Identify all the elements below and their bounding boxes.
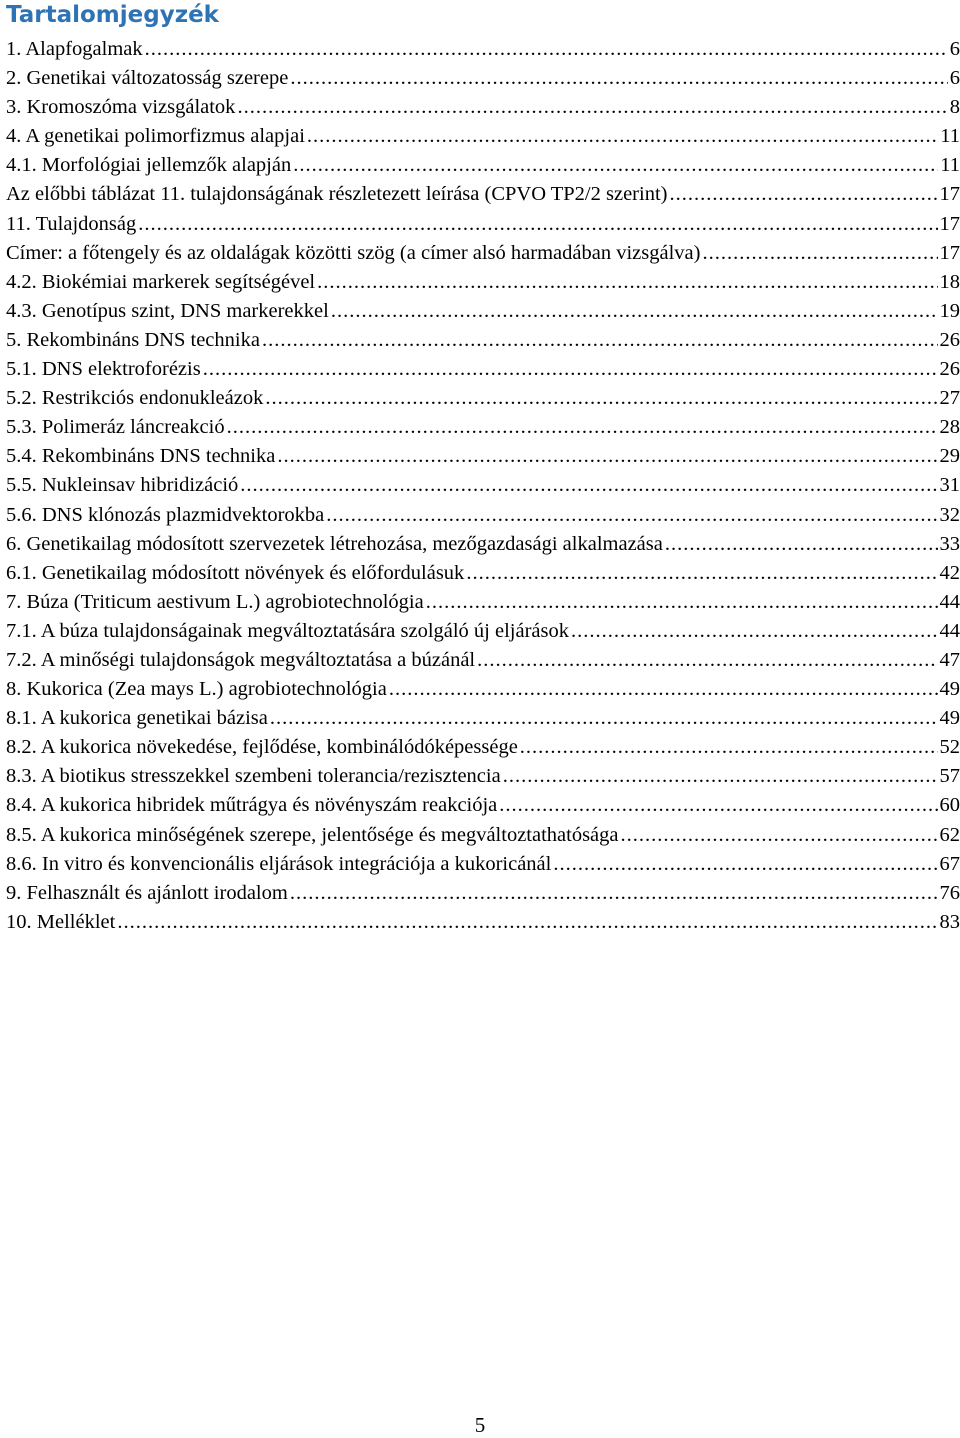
toc-entry-page: 8 xyxy=(949,96,960,119)
toc-entry[interactable] xyxy=(6,678,960,707)
toc-entry-label: 6. Genetikailag módosított szervezetek létrehozása, mezőgazdasági alkalmazása xyxy=(6,532,663,555)
toc-entry-page: 31 xyxy=(939,474,960,497)
dot-leader xyxy=(270,707,938,730)
toc-entry-label: 7. Búza (Triticum aestivum L.) agrobiotechnológia xyxy=(6,590,424,613)
toc-entry-label: 5.2. Restrikciós endonukleázok xyxy=(6,387,264,410)
toc-entry-page: 83 xyxy=(939,910,960,933)
toc-entry-label: 5. Rekombináns DNS technika xyxy=(6,328,260,351)
toc-entry[interactable] xyxy=(6,707,960,736)
toc-entry[interactable] xyxy=(6,213,960,242)
toc-entry-label: 4.1. Morfológiai jellemzők alapján xyxy=(6,154,292,177)
toc-entry-page: 17 xyxy=(939,183,960,206)
toc-entry-label: 8.5. A kukorica minőségének szerepe, jelentősége és megváltoztathatósága xyxy=(6,823,619,846)
dot-leader xyxy=(277,445,937,468)
toc-entry-label: Az előbbi táblázat 11. tulajdonságának részletezett leírása (CPVO TP2/2 szerint) xyxy=(6,183,668,206)
toc-entry-label: 5.5. Nukleinsav hibridizáció xyxy=(6,474,239,497)
dot-leader xyxy=(203,358,938,381)
dot-leader xyxy=(499,794,937,817)
dot-leader xyxy=(665,533,938,556)
toc-entry-page: 26 xyxy=(939,358,960,381)
dot-leader xyxy=(145,38,948,61)
toc-entry[interactable] xyxy=(6,154,960,183)
toc-entry-label: 8.3. A biotikus stresszekkel szembeni tolerancia/rezisztencia xyxy=(6,765,501,788)
toc-entry-page: 33 xyxy=(939,532,960,555)
dot-leader xyxy=(621,824,938,847)
toc-entry-page: 26 xyxy=(939,328,960,351)
toc-entry-page: 29 xyxy=(939,445,960,468)
toc-entry-page: 49 xyxy=(939,678,960,701)
dot-leader xyxy=(237,96,947,119)
toc-entry[interactable] xyxy=(6,562,960,591)
dot-leader xyxy=(227,416,938,439)
toc-entry-label: 8.1. A kukorica genetikai bázisa xyxy=(6,707,268,730)
toc-entry[interactable] xyxy=(6,620,960,649)
dot-leader xyxy=(265,387,937,410)
toc-entry-page: 19 xyxy=(939,299,960,322)
toc-entry[interactable] xyxy=(6,794,960,823)
dot-leader xyxy=(571,620,938,643)
toc-entry-label: 4.2. Biokémiai markerek segítségével xyxy=(6,270,316,293)
toc-entry-label: 8.4. A kukorica hibridek műtrágya és növényszám reakciója xyxy=(6,794,498,817)
toc-entry-page: 44 xyxy=(939,590,960,613)
toc-entry[interactable] xyxy=(6,38,960,67)
toc-entry[interactable] xyxy=(6,67,960,96)
toc-entry-label: Címer: a főtengely és az oldalágak közötti szög (a címer alsó harmadában vizsgálva) xyxy=(6,241,701,264)
dot-leader xyxy=(240,474,937,497)
toc-entry[interactable] xyxy=(6,242,960,271)
dot-leader xyxy=(262,329,938,352)
toc-entry-label: 11. Tulajdonság xyxy=(6,212,137,235)
page-number: 5 xyxy=(474,1413,486,1437)
toc-entry[interactable] xyxy=(6,911,960,940)
toc-entry[interactable] xyxy=(6,96,960,125)
toc-entry-label: 1. Alapfogalmak xyxy=(6,38,143,60)
toc-entry-page: 44 xyxy=(939,619,960,642)
dot-leader xyxy=(290,882,938,905)
toc-entry[interactable] xyxy=(6,416,960,445)
toc-entry-page: 62 xyxy=(939,823,960,846)
toc-entry-page: 42 xyxy=(939,561,960,584)
dot-leader xyxy=(669,183,937,206)
toc-entry[interactable] xyxy=(6,765,960,794)
dot-leader xyxy=(138,213,937,236)
dot-leader xyxy=(389,678,938,701)
toc-entry[interactable] xyxy=(6,824,960,853)
toc-entry[interactable] xyxy=(6,300,960,329)
toc-entry-page: 52 xyxy=(939,736,960,759)
toc-entry-page: 67 xyxy=(939,852,960,875)
toc-entry[interactable] xyxy=(6,183,960,212)
toc-entry-page: 47 xyxy=(939,648,960,671)
dot-leader xyxy=(503,765,938,788)
toc-entry-page: 18 xyxy=(939,270,960,293)
toc-entry[interactable] xyxy=(6,271,960,300)
dot-leader xyxy=(307,125,938,148)
toc-entry[interactable] xyxy=(6,882,960,911)
toc-entry-page: 32 xyxy=(939,503,960,526)
toc-entry-page: 76 xyxy=(939,881,960,904)
toc-entry-label: 8.6. In vitro és konvencionális eljárások integrációja a kukoricánál xyxy=(6,852,552,875)
toc-entry-label: 4.3. Genotípus szint, DNS markerekkel xyxy=(6,299,329,322)
toc-entry[interactable] xyxy=(6,533,960,562)
toc-entry-label: 5.4. Rekombináns DNS technika xyxy=(6,445,276,468)
dot-leader xyxy=(331,300,938,323)
dot-leader xyxy=(117,911,937,934)
toc-entry-page: 27 xyxy=(939,387,960,410)
toc-entry[interactable] xyxy=(6,649,960,678)
toc-entry-label: 7.2. A minőségi tulajdonságok megváltoztatása a búzánál xyxy=(6,648,476,671)
toc-entry-label: 3. Kromoszóma vizsgálatok xyxy=(6,96,236,119)
toc-entry-page: 28 xyxy=(939,416,960,439)
dot-leader xyxy=(702,242,937,265)
toc-entry-page: 57 xyxy=(939,765,960,788)
toc-entry-page: 17 xyxy=(939,212,960,235)
toc-entry-label: 4. A genetikai polimorfizmus alapjai xyxy=(6,125,305,148)
dot-leader xyxy=(477,649,937,672)
dot-leader xyxy=(553,853,937,876)
toc-entry-label: 5.1. DNS elektroforézis xyxy=(6,358,201,381)
toc-entry[interactable] xyxy=(6,474,960,503)
toc-entry-label: 10. Melléklet xyxy=(6,910,116,933)
toc-entry[interactable] xyxy=(6,358,960,387)
dot-leader xyxy=(290,67,947,90)
dot-leader xyxy=(466,562,937,585)
toc-entry-label: 6.1. Genetikailag módosított növények és előfordulásuk xyxy=(6,561,465,584)
dot-leader xyxy=(293,154,938,177)
toc-entry[interactable] xyxy=(6,736,960,765)
toc-entry[interactable] xyxy=(6,591,960,620)
toc-entry-label: 2. Genetikai változatosság szerepe xyxy=(6,67,289,90)
toc-entry-page: 17 xyxy=(939,241,960,264)
toc-entry-page: 60 xyxy=(939,794,960,817)
toc-entry-label: 9. Felhasznált és ajánlott irodalom xyxy=(6,881,288,904)
toc-entry-page: 49 xyxy=(939,707,960,730)
dot-leader xyxy=(520,736,938,759)
toc-entry[interactable] xyxy=(6,445,960,474)
dot-leader xyxy=(326,504,937,527)
toc-entry[interactable] xyxy=(6,853,960,882)
toc-entry[interactable] xyxy=(6,125,960,154)
toc-entry-label: 8.2. A kukorica növekedése, fejlődése, kombinálódóképessége xyxy=(6,736,518,759)
toc-entry[interactable] xyxy=(6,387,960,416)
toc-entry-label: 7.1. A búza tulajdonságainak megváltoztatására szolgáló új eljárások xyxy=(6,619,569,642)
toc-list xyxy=(6,38,960,940)
toc-entry-page: 6 xyxy=(949,38,960,60)
toc-entry[interactable] xyxy=(6,329,960,358)
dot-leader xyxy=(317,271,937,294)
toc-entry[interactable] xyxy=(6,504,960,533)
toc-title: Tartalomjegyzék xyxy=(6,2,219,28)
toc-entry-label: 8. Kukorica (Zea mays L.) agrobiotechnológia xyxy=(6,678,387,701)
toc-entry-page: 11 xyxy=(940,154,960,177)
dot-leader xyxy=(426,591,938,614)
toc-entry-page: 6 xyxy=(949,67,960,90)
toc-entry-label: 5.6. DNS klónozás plazmidvektorokba xyxy=(6,503,325,526)
toc-entry-label: 5.3. Polimeráz láncreakció xyxy=(6,416,225,439)
toc-entry-page: 11 xyxy=(940,125,960,148)
